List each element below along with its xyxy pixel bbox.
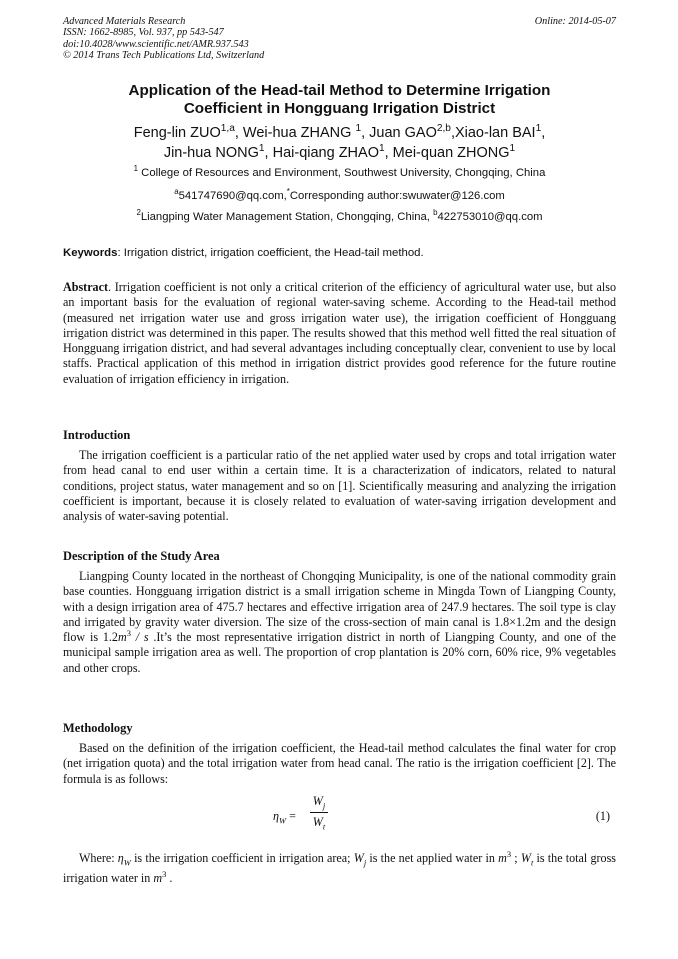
- author-name: , Wei-hua ZHANG: [234, 125, 356, 141]
- study-area-heading: Description of the Study Area: [63, 549, 220, 563]
- where-text: is the net applied water in: [366, 851, 499, 865]
- study-area-paragraph: [63, 569, 616, 676]
- methodology-heading: Methodology: [63, 721, 133, 735]
- author-name: ,Xiao-lan BAI: [450, 125, 536, 141]
- wt-subscript: t: [530, 857, 534, 868]
- equals-sign: =: [289, 809, 296, 823]
- keywords-text: : Irrigation district, irrigation coefficient, the Head-tail method.: [117, 247, 424, 259]
- email-address: 541747690@qq.com,: [178, 190, 287, 202]
- affiliation-text: Liangping Water Management Station, Chongqing, China,: [140, 211, 434, 223]
- introduction-paragraph: The irrigation coefficient is a particular ratio of the net applied water used by crops and total irrigation water from head canal to end user within a certain time. It is a characterization of indicators, related to natural conditions, project status, water management and so on [1]. Scientifically measuring and analyzing the irrigation coefficient is important, because it is closely related to evaluation of water-saving irrigation development and analysis of water-saving potential.: [63, 448, 616, 524]
- fraction-numerator: [310, 794, 328, 811]
- eta-symbol: η: [117, 851, 124, 865]
- keywords-label: Keywords: [63, 247, 118, 259]
- equation-lhs: [273, 809, 296, 824]
- author-list: [63, 123, 616, 163]
- study-area-text-2: .It’s the most representative irrigation district in north of Liangping County, and one of the municipal sample irrigation area as well. The proportion of crop plantation is 20% corn, 60% rice, 9% vegetables and other crops.: [63, 630, 616, 675]
- abstract-label: Abstract: [63, 280, 109, 294]
- unit-exponent: 3: [162, 868, 167, 879]
- author-name: , Juan GAO: [361, 125, 437, 141]
- affiliation-2: [63, 210, 616, 224]
- issn-line: ISSN: 1662-8985, Vol. 937, pp 543-547: [63, 27, 224, 39]
- author-name: , Mei-quan ZHONG: [384, 145, 510, 161]
- where-paragraph: [63, 848, 616, 888]
- numerator-subscript: j: [322, 800, 326, 811]
- author-mark: 1: [378, 143, 385, 155]
- affiliation-text: College of Resources and Environment, Southwest University, Chongqing, China: [138, 167, 546, 179]
- fraction-bar: [310, 812, 328, 813]
- where-text: .: [166, 871, 173, 885]
- journal-header: [63, 16, 616, 62]
- numerator-symbol: W: [312, 794, 323, 808]
- flow-unit-exponent: 3: [126, 628, 131, 639]
- author-mark: 1: [258, 143, 265, 155]
- email-mark: b: [433, 208, 438, 218]
- corresponding-author: Corresponding author:swuwater@126.com: [289, 190, 505, 202]
- abstract: [63, 280, 616, 387]
- author-mark: 1: [355, 123, 362, 135]
- journal-name: Advanced Materials Research: [63, 16, 186, 27]
- where-text: is the irrigation coefficient in irrigation area;: [130, 851, 354, 865]
- author-line-1: [63, 123, 616, 143]
- affiliation-1: [63, 166, 616, 180]
- author-mark: 1: [535, 123, 542, 135]
- denominator-symbol: W: [312, 815, 323, 829]
- denominator-subscript: t: [322, 821, 326, 832]
- author-mark: 2,b: [436, 123, 451, 135]
- keywords: [63, 246, 616, 260]
- email-mark: a: [174, 187, 179, 197]
- doi-line: doi:10.4028/www.scientific.net/AMR.937.543: [63, 38, 249, 50]
- title-line-1: Application of the Head-tail Method to Determine Irrigation: [128, 82, 551, 99]
- equation-fraction: [310, 794, 328, 830]
- author-name: Jin-hua NONG: [163, 145, 259, 161]
- flow-unit-rest: / s: [130, 630, 149, 645]
- corresponding-mark: *: [286, 187, 290, 197]
- affiliation-mark: 1: [133, 164, 139, 174]
- flow-value: 1.2: [102, 630, 118, 645]
- author-name: , Hai-qiang ZHAO: [264, 145, 379, 161]
- equation-1: [63, 792, 616, 838]
- equation-number: (1): [595, 809, 610, 823]
- where-text: is the total gross irrigation water in: [63, 851, 617, 885]
- study-area-text: Liangping County located in the northeast of Chongqing Municipality, is one of the national commodity grain base counties. Hongguang irrigation district is a small irrigation scheme in Mingda Town of Liangping County, with a design irrigation area of 475.7 hectares and effective irrigation area of 247.9 hectares. The soil type is clay and irrigated by gravity water diversion. The size of the cross-section of main canal is 1.8×1.2m and the design flow is: [63, 569, 616, 645]
- online-date: Online: 2014-05-07: [534, 16, 616, 27]
- wj-subscript: j: [363, 857, 367, 868]
- title-line-2: Coefficient in Hongguang Irrigation District: [183, 100, 496, 117]
- eta-subscript: W: [279, 815, 287, 826]
- where-text: ;: [511, 851, 521, 865]
- author-name: Feng-lin ZUO: [133, 125, 221, 141]
- email-address: 422753010@qq.com: [437, 211, 543, 223]
- paper-title: [63, 82, 616, 118]
- methodology-paragraph: Based on the definition of the irrigation coefficient, the Head-tail method calculates the final water for crop (net irrigation quota) and the total irrigation water from head canal. The ratio is the irrigation coefficient [2]. The formula is as follows:: [63, 741, 616, 786]
- eta-subscript: W: [123, 857, 131, 868]
- eta-symbol: η: [273, 809, 279, 823]
- email-line: [63, 189, 616, 203]
- unit-symbol: m: [498, 851, 507, 865]
- author-line-2: [63, 143, 616, 163]
- fraction-denominator: [312, 815, 326, 832]
- unit-symbol: m: [153, 871, 163, 885]
- affiliation-mark: 2: [136, 208, 141, 218]
- author-mark: 1,a: [220, 123, 235, 135]
- where-text: Where:: [79, 851, 118, 865]
- author-separator: ,: [541, 125, 546, 141]
- wj-symbol: W: [353, 851, 364, 865]
- author-mark: 1: [509, 143, 516, 155]
- copyright-line: © 2014 Trans Tech Publications Ltd, Switzerland: [63, 50, 265, 62]
- wt-symbol: W: [520, 851, 531, 865]
- unit-exponent: 3: [506, 848, 512, 859]
- introduction-heading: Introduction: [63, 428, 131, 442]
- flow-unit: m: [117, 630, 127, 645]
- abstract-text: . Irrigation coefficient is not only a critical criterion of the efficiency of agricultural water use, but also an important basis for the evaluation of regional water-saving scheme. According to the Head-tail method (measured net irrigation water use and gross irrigation water use), the irrigation coefficient of Hongguang irrigation district was determined in this paper. The results showed that this method well fitted the real situation of Hongguang irrigation district, and had several advantages including conceptually clear, convenient to use by local staffs. Practical application of this method in irrigation district provides good reference for the future routine evaluation of irrigation efficiency in irrigation.: [63, 280, 616, 386]
